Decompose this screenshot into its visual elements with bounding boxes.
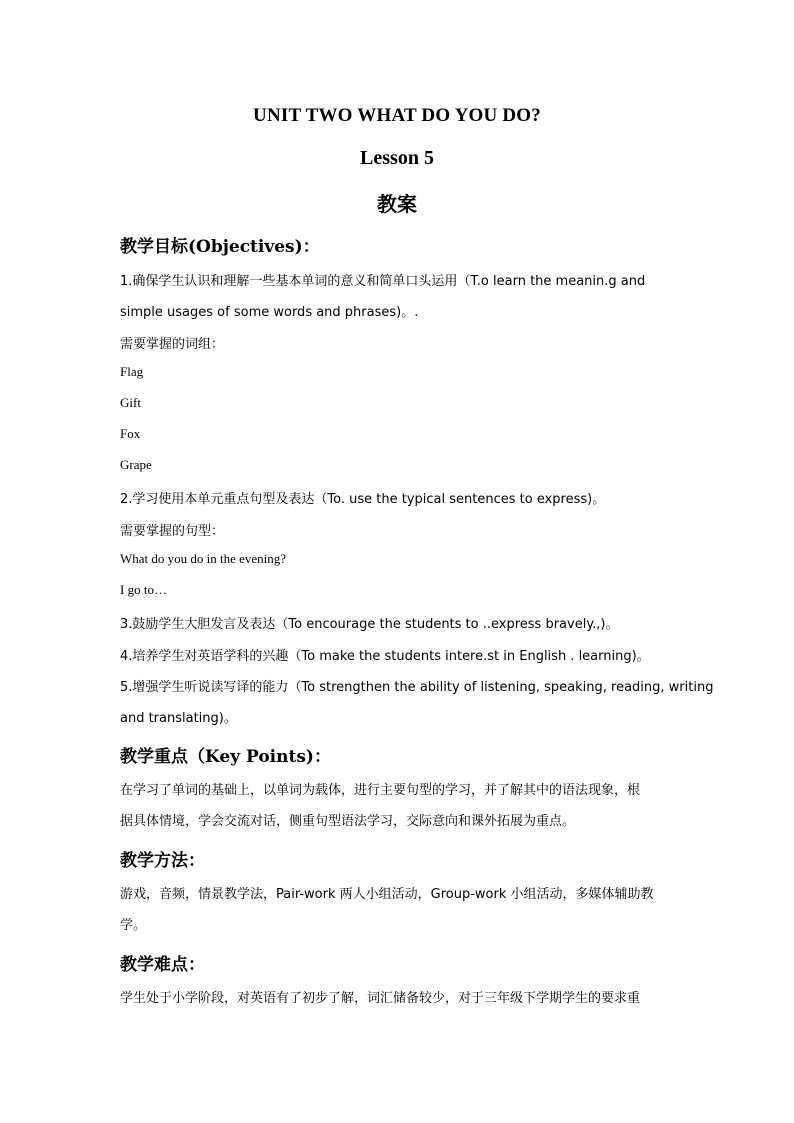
objective-2: 2.学习使用本单元重点句型及表达（To. use the typical sentences to express)。 <box>120 492 606 507</box>
sentences-label: 需要掌握的句型： <box>120 524 225 539</box>
key-points-line-2: 据具体情境，学会交流对话，侧重句型语法学习，交际意向和课外拓展为重点。 <box>120 814 576 829</box>
sentence-item: What do you do in the evening? <box>120 551 287 566</box>
unit-title: UNIT TWO WHAT DO YOU DO? <box>253 105 541 126</box>
objective-1-line-2: simple usages of some words and phrases)。. <box>120 305 419 320</box>
word-item: Flag <box>120 364 144 379</box>
key-points-heading: 教学重点（Key Points)： <box>120 747 331 767</box>
objective-1-line-1: 1.确保学生认识和理解一些基本单词的意义和简单口头运用（T.o learn the meanin.g and <box>120 274 646 289</box>
key-points-line-1: 在学习了单词的基础上，以单词为载体，进行主要句型的学习，并了解其中的语法现象，根 <box>120 783 641 798</box>
objective-5-line-2: and translating)。 <box>120 711 237 726</box>
lesson-title: Lesson 5 <box>360 147 434 169</box>
methods-line-2: 学。 <box>120 918 147 933</box>
word-item: Grape <box>120 457 152 472</box>
objective-5-line-1: 5.增强学生听说读写译的能力（To strengthen the ability of listening, speaking, reading, writing <box>120 680 714 695</box>
words-label: 需要掌握的词组： <box>120 337 225 352</box>
word-item: Fox <box>120 426 141 441</box>
difficulties-heading: 教学难点： <box>120 955 205 975</box>
objective-3: 3.鼓励学生大胆发言及表达（To encourage the students to ..express bravely.,)。 <box>120 617 619 632</box>
objective-4: 4.培养学生对英语学科的兴趣（To make the students intere.st in English . learning)。 <box>120 649 650 664</box>
objectives-heading: 教学目标(Objectives)： <box>120 237 320 257</box>
doc-type-title: 教案 <box>377 192 417 216</box>
methods-heading: 教学方法： <box>120 851 205 871</box>
word-item: Gift <box>120 395 141 410</box>
methods-line-1: 游戏，音频，情景教学法，Pair-work 两人小组活动，Group-work 小组活动，多媒体辅助教 <box>120 887 654 902</box>
difficulties-line-1: 学生处于小学阶段，对英语有了初步了解，词汇储备较少，对于三年级下学期学生的要求重 <box>120 991 641 1006</box>
sentence-item: I go to… <box>120 582 167 597</box>
